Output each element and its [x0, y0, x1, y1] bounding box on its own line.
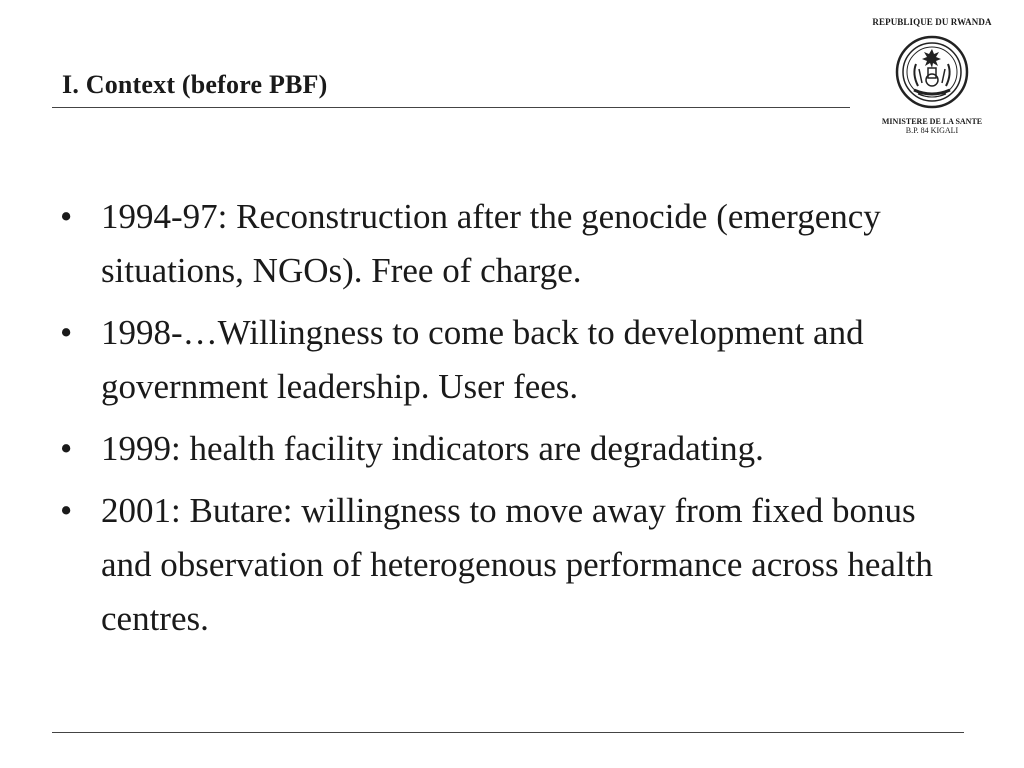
- bullet-icon: •: [60, 313, 73, 352]
- bullet-icon: •: [60, 197, 73, 236]
- bullet-item: [60, 190, 940, 298]
- rwanda-coat-of-arms-icon: [894, 34, 970, 110]
- bullet-text: 1999: health facility indicators are degradating.: [101, 429, 764, 468]
- bullet-text: 1994-97: Reconstruction after the genocide (emergency situations, NGOs). Free of charge.: [101, 197, 881, 290]
- bullet-icon: •: [60, 429, 73, 468]
- title-divider: [52, 107, 850, 108]
- ministry-address: B.P. 84 KIGALI: [905, 126, 959, 135]
- bullet-list: [60, 190, 940, 654]
- bullet-item: [60, 484, 940, 646]
- footer-divider: [52, 732, 964, 733]
- bullet-text: 1998-…Willingness to come back to development and government leadership. User fees.: [101, 313, 864, 406]
- slide-title: I. Context (before PBF): [62, 70, 328, 99]
- bullet-item: [60, 422, 940, 476]
- ministry-masthead: [860, 17, 1004, 135]
- ministry-name: MINISTERE DE LA SANTE: [881, 117, 983, 126]
- country-name: REPUBLIQUE DU RWANDA: [872, 17, 992, 27]
- bullet-item: [60, 306, 940, 414]
- bullet-icon: •: [60, 491, 73, 530]
- bullet-text: 2001: Butare: willingness to move away from fixed bonus and observation of heterogenous performance across health centres.: [101, 491, 933, 638]
